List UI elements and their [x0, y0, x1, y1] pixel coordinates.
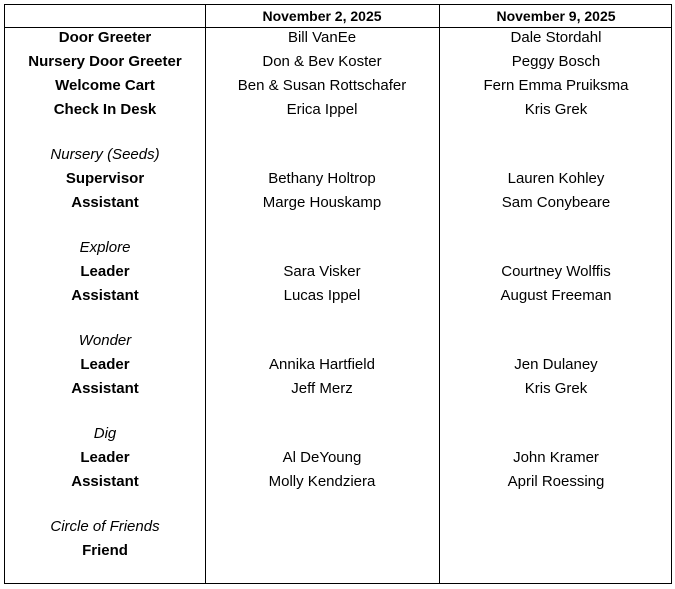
role-label: Welcome Cart: [55, 77, 155, 94]
volunteer-name: Marge Houskamp: [262, 194, 382, 211]
volunteer-name: Erica Ippel: [286, 101, 358, 118]
volunteer-name: Ben & Susan Rottschafer: [237, 77, 407, 94]
volunteer-name: Kris Grek: [524, 101, 588, 118]
volunteer-name: Lauren Kohley: [507, 170, 605, 187]
volunteer-name: John Kramer: [513, 449, 599, 466]
volunteer-name: Sam Conybeare: [501, 194, 611, 211]
volunteer-name: Courtney Wolffis: [501, 263, 611, 280]
volunteer-name: Sara Visker: [283, 263, 361, 280]
role-label: Door Greeter: [58, 29, 152, 46]
volunteer-name: Kris Grek: [524, 380, 588, 397]
role-label: Assistant: [71, 287, 139, 304]
volunteer-name: Don & Bev Koster: [262, 53, 382, 70]
role-label: Assistant: [71, 194, 139, 211]
volunteer-name: August Freeman: [500, 287, 612, 304]
section-label: Explore: [79, 239, 131, 256]
section-label: Circle of Friends: [50, 518, 160, 535]
section-label: Dig: [93, 425, 117, 442]
volunteer-name: Jeff Merz: [291, 380, 353, 397]
schedule-table: [4, 4, 672, 584]
volunteer-name: Molly Kendziera: [268, 473, 376, 490]
volunteer-name: Jen Dulaney: [514, 356, 598, 373]
volunteer-name: Fern Emma Pruiksma: [483, 77, 629, 94]
role-label: Friend: [82, 542, 128, 559]
volunteer-name: Bethany Holtrop: [268, 170, 376, 187]
section-label: Wonder: [78, 332, 132, 349]
volunteer-name: Annika Hartfield: [269, 356, 375, 373]
section-label: Nursery (Seeds): [50, 146, 160, 163]
volunteer-name: Lucas Ippel: [283, 287, 361, 304]
volunteer-name: Dale Stordahl: [510, 29, 602, 46]
role-label: Leader: [80, 263, 130, 280]
volunteer-name: Al DeYoung: [282, 449, 362, 466]
role-label: Check In Desk: [53, 101, 157, 118]
volunteer-name: Bill VanEe: [287, 29, 357, 46]
role-label: Assistant: [71, 380, 139, 397]
header-cell: November 2, 2025: [262, 8, 382, 24]
header-cell: November 9, 2025: [496, 8, 616, 24]
role-label: Leader: [80, 449, 130, 466]
volunteer-name: Peggy Bosch: [511, 53, 601, 70]
role-label: Leader: [80, 356, 130, 373]
volunteer-name: April Roessing: [507, 473, 605, 490]
role-label: Nursery Door Greeter: [28, 53, 182, 70]
header-divider: [5, 27, 671, 28]
role-label: Supervisor: [65, 170, 145, 187]
role-label: Assistant: [71, 473, 139, 490]
